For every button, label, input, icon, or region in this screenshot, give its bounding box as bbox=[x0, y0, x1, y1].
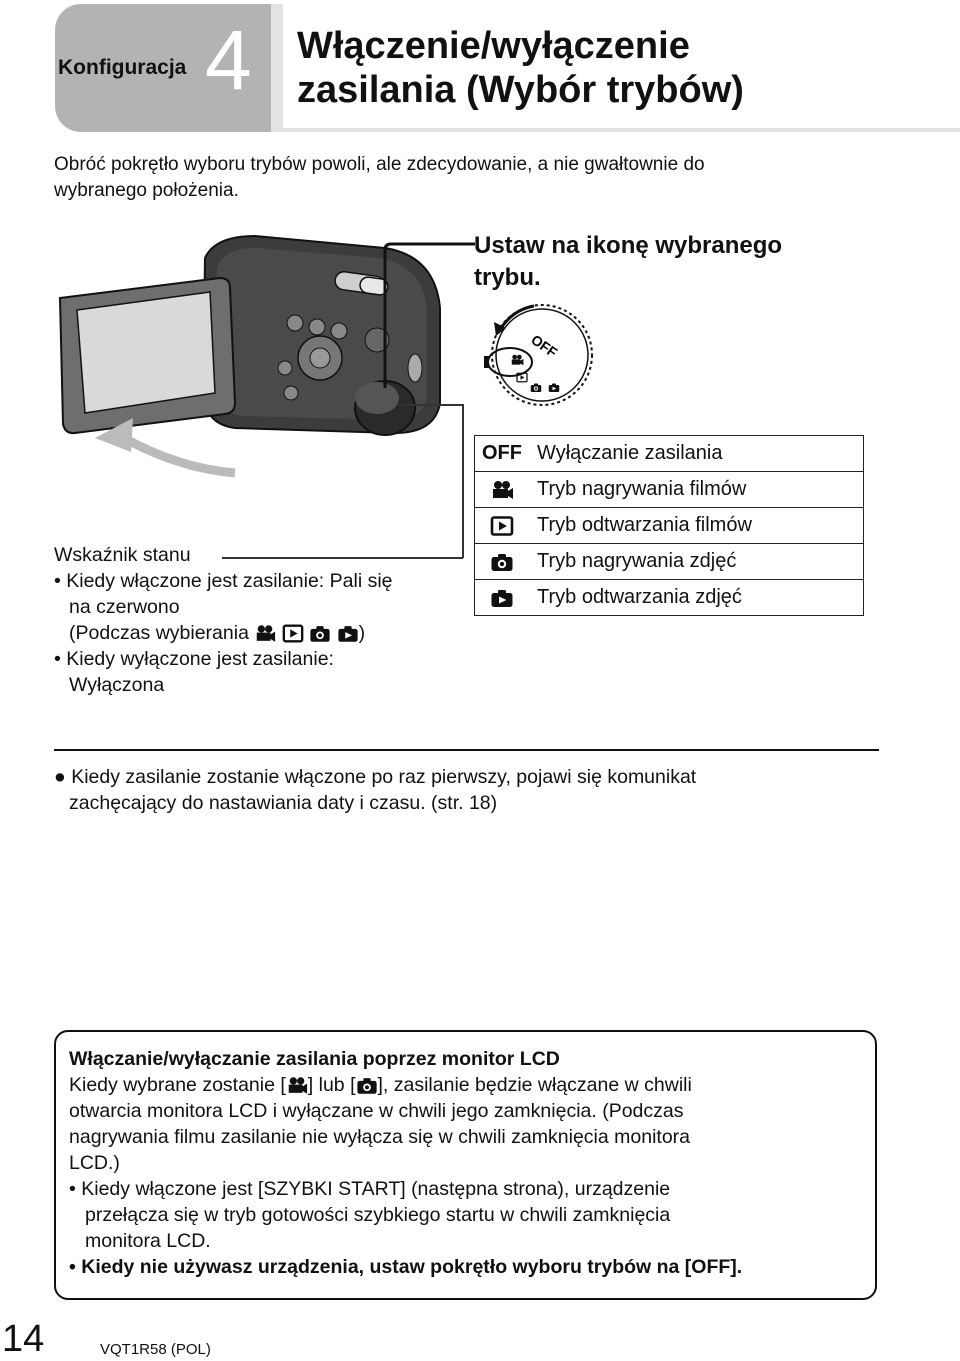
mode-row-camera-record bbox=[475, 544, 864, 580]
camcorder-illustration bbox=[55, 228, 475, 488]
camera-record-icon bbox=[490, 552, 514, 572]
section-divider bbox=[54, 749, 879, 751]
note-text: ● Kiedy zasilanie zostanie włączone po raz pierwszy, pojawi się komunikat zachęcający do nastawiania daty i czasu. (str. 18) bbox=[54, 766, 697, 814]
status-title: Wskaźnik stanu bbox=[54, 544, 191, 566]
status-indicator-block: Wskaźnik stanu • Kiedy włączone jest zasilanie: Pali się na czerwono (Podczas wybierania ) • Kiedy wyłączone jest zasilanie: Wyłączona bbox=[54, 542, 484, 698]
mode-row-off bbox=[475, 436, 864, 472]
mode-row-movie-play bbox=[475, 508, 864, 544]
status-leader-line bbox=[398, 404, 463, 406]
status-leader-line bbox=[462, 404, 464, 558]
mode-row-camera-play bbox=[475, 580, 864, 616]
movie-record-icon bbox=[286, 1076, 308, 1095]
movie-play-icon bbox=[490, 516, 514, 536]
info-box-title: Włączanie/wyłączanie zasilania poprzez monitor LCD bbox=[69, 1048, 560, 1070]
mode-table bbox=[474, 435, 864, 616]
intro-text: Obróć pokrętło wyboru trybów powoli, ale zdecydowanie, a nie gwałtownie do wybranego położenia. bbox=[54, 154, 705, 201]
camera-play-icon bbox=[337, 624, 359, 643]
page-number: 14 bbox=[2, 1318, 45, 1360]
info-box-content: Włączanie/wyłączanie zasilania poprzez monitor LCD Kiedy wybrane zostanie [ ] lub [ ], zasilanie będzie włączane w chwili otwarcia monitora LCD i wyłączane w chwili jego zamknięcia. (Podczas nagrywania filmu zasilanie nie wyłącza się w chwili zamknięcia monitora LCD.) • Kiedy włączone jest [SZYBKI START] (następna strona), urządzenie przełącza się w tryb gotowości szybkiego startu w chwili zamknięcia monitora LCD. • Kiedy nie używasz urządzenia, ustaw pokrętło wyboru trybów na [OFF]. bbox=[69, 1046, 869, 1280]
dial-off-label: OFF bbox=[528, 331, 561, 361]
mode-label: Tryb odtwarzania zdjęć bbox=[529, 580, 864, 616]
mode-label: Tryb odtwarzania filmów bbox=[529, 508, 864, 544]
movie-record-icon bbox=[254, 624, 276, 643]
callout-text: Ustaw na ikonę wybranego trybu. bbox=[474, 232, 783, 291]
mode-label: Tryb nagrywania zdjęć bbox=[529, 544, 864, 580]
page-title: Włączenie/wyłączenie zasilania (Wybór trybów) bbox=[297, 25, 744, 111]
document-code: VQT1R58 (POL) bbox=[100, 1341, 211, 1358]
mode-row-movie-record bbox=[475, 472, 864, 508]
camera-play-icon bbox=[490, 588, 514, 608]
camera-record-icon bbox=[356, 1076, 378, 1095]
off-icon: OFF bbox=[482, 442, 522, 464]
camera-record-icon bbox=[309, 624, 331, 643]
movie-record-icon bbox=[490, 480, 514, 500]
mode-dial-diagram bbox=[472, 300, 602, 415]
movie-play-icon bbox=[282, 624, 304, 643]
section-label: Konfiguracja bbox=[58, 56, 187, 79]
step-number: 4 bbox=[205, 13, 252, 107]
mode-label: Wyłączanie zasilania bbox=[529, 436, 864, 472]
mode-label: Tryb nagrywania filmów bbox=[529, 472, 864, 508]
